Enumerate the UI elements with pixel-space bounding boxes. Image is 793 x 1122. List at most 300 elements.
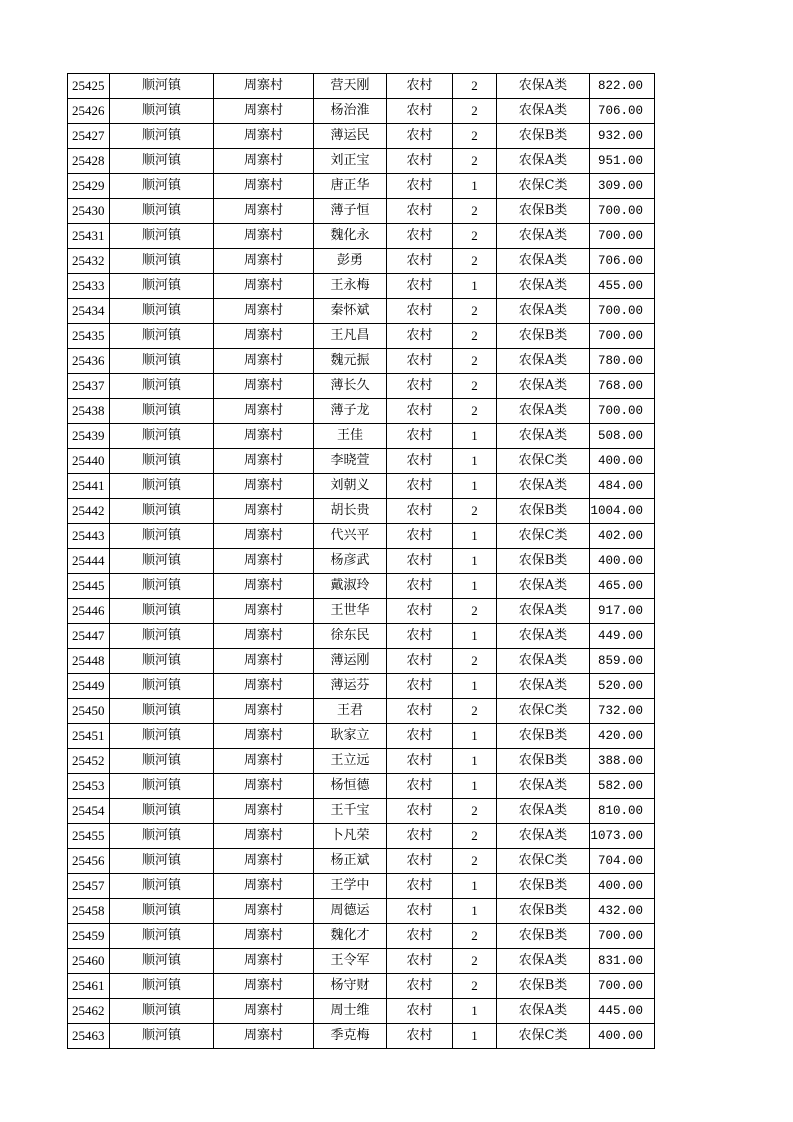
household-type-cell: 农村 [387,399,453,424]
category-cell: 农保B类 [497,899,590,924]
category-cell: 农保A类 [497,149,590,174]
category-cell: 农保B类 [497,749,590,774]
record-id-cell: 25442 [68,499,110,524]
village-cell: 周寨村 [214,849,314,874]
member-count-cell: 1 [453,624,497,649]
household-type-cell: 农村 [387,524,453,549]
record-id-cell: 25441 [68,474,110,499]
member-count-cell: 2 [453,299,497,324]
table-row [68,399,655,424]
category-cell: 农保C类 [497,524,590,549]
amount-cell: 700.00 [590,974,655,999]
town-cell: 顺河镇 [110,774,214,799]
household-type-cell: 农村 [387,249,453,274]
town-cell: 顺河镇 [110,874,214,899]
category-cell: 农保A类 [497,824,590,849]
village-cell: 周寨村 [214,674,314,699]
person-name-cell: 秦怀斌 [314,299,387,324]
member-count-cell: 2 [453,349,497,374]
town-cell: 顺河镇 [110,124,214,149]
table-row [68,299,655,324]
amount-cell: 455.00 [590,274,655,299]
category-cell: 农保A类 [497,399,590,424]
member-count-cell: 1 [453,474,497,499]
amount-cell: 508.00 [590,424,655,449]
village-cell: 周寨村 [214,649,314,674]
person-name-cell: 刘朝义 [314,474,387,499]
category-cell: 农保B类 [497,924,590,949]
member-count-cell: 2 [453,799,497,824]
record-id-cell: 25448 [68,649,110,674]
village-cell: 周寨村 [214,899,314,924]
household-type-cell: 农村 [387,649,453,674]
table-row [68,424,655,449]
member-count-cell: 2 [453,824,497,849]
member-count-cell: 1 [453,674,497,699]
record-id-cell: 25434 [68,299,110,324]
record-id-cell: 25433 [68,274,110,299]
town-cell: 顺河镇 [110,524,214,549]
household-type-cell: 农村 [387,574,453,599]
household-type-cell: 农村 [387,449,453,474]
table-row [68,149,655,174]
person-name-cell: 薄运刚 [314,649,387,674]
table-row [68,74,655,99]
category-cell: 农保A类 [497,74,590,99]
amount-cell: 1004.00 [590,499,655,524]
village-cell: 周寨村 [214,724,314,749]
record-id-cell: 25446 [68,599,110,624]
amount-cell: 484.00 [590,474,655,499]
amount-cell: 402.00 [590,524,655,549]
member-count-cell: 2 [453,699,497,724]
table-row [68,874,655,899]
household-type-cell: 农村 [387,299,453,324]
village-cell: 周寨村 [214,349,314,374]
town-cell: 顺河镇 [110,549,214,574]
category-cell: 农保A类 [497,474,590,499]
record-id-cell: 25445 [68,574,110,599]
village-cell: 周寨村 [214,224,314,249]
category-cell: 农保A类 [497,299,590,324]
category-cell: 农保A类 [497,599,590,624]
table-row [68,499,655,524]
person-name-cell: 周士维 [314,999,387,1024]
table-row [68,449,655,474]
record-id-cell: 25450 [68,699,110,724]
town-cell: 顺河镇 [110,324,214,349]
category-cell: 农保B类 [497,324,590,349]
person-name-cell: 杨治淮 [314,99,387,124]
town-cell: 顺河镇 [110,899,214,924]
member-count-cell: 2 [453,974,497,999]
village-cell: 周寨村 [214,174,314,199]
person-name-cell: 戴淑玲 [314,574,387,599]
table-row [68,949,655,974]
category-cell: 农保A类 [497,99,590,124]
table-row [68,824,655,849]
person-name-cell: 王佳 [314,424,387,449]
town-cell: 顺河镇 [110,474,214,499]
member-count-cell: 1 [453,449,497,474]
record-id-cell: 25453 [68,774,110,799]
village-cell: 周寨村 [214,424,314,449]
amount-cell: 432.00 [590,899,655,924]
amount-cell: 917.00 [590,599,655,624]
table-row [68,349,655,374]
person-name-cell: 耿家立 [314,724,387,749]
category-cell: 农保C类 [497,449,590,474]
category-cell: 农保B类 [497,874,590,899]
town-cell: 顺河镇 [110,349,214,374]
table-row [68,224,655,249]
amount-cell: 400.00 [590,449,655,474]
member-count-cell: 1 [453,174,497,199]
household-type-cell: 农村 [387,749,453,774]
household-type-cell: 农村 [387,374,453,399]
record-id-cell: 25426 [68,99,110,124]
member-count-cell: 1 [453,424,497,449]
member-count-cell: 1 [453,274,497,299]
village-cell: 周寨村 [214,149,314,174]
member-count-cell: 1 [453,724,497,749]
town-cell: 顺河镇 [110,74,214,99]
record-id-cell: 25425 [68,74,110,99]
record-id-cell: 25459 [68,924,110,949]
person-name-cell: 魏元振 [314,349,387,374]
household-type-cell: 农村 [387,224,453,249]
member-count-cell: 2 [453,849,497,874]
member-count-cell: 2 [453,74,497,99]
village-cell: 周寨村 [214,299,314,324]
person-name-cell: 杨正斌 [314,849,387,874]
table-row [68,199,655,224]
amount-cell: 700.00 [590,299,655,324]
person-name-cell: 王世华 [314,599,387,624]
household-type-cell: 农村 [387,149,453,174]
town-cell: 顺河镇 [110,999,214,1024]
person-name-cell: 周德运 [314,899,387,924]
amount-cell: 932.00 [590,124,655,149]
member-count-cell: 2 [453,649,497,674]
record-id-cell: 25460 [68,949,110,974]
amount-cell: 768.00 [590,374,655,399]
amount-cell: 400.00 [590,1024,655,1049]
village-cell: 周寨村 [214,499,314,524]
village-cell: 周寨村 [214,699,314,724]
table-row [68,249,655,274]
table-row [68,174,655,199]
town-cell: 顺河镇 [110,699,214,724]
household-type-cell: 农村 [387,99,453,124]
amount-cell: 700.00 [590,924,655,949]
table-row [68,799,655,824]
town-cell: 顺河镇 [110,749,214,774]
village-cell: 周寨村 [214,624,314,649]
town-cell: 顺河镇 [110,274,214,299]
household-type-cell: 农村 [387,1024,453,1049]
household-type-cell: 农村 [387,624,453,649]
village-cell: 周寨村 [214,549,314,574]
amount-cell: 309.00 [590,174,655,199]
village-cell: 周寨村 [214,799,314,824]
category-cell: 农保A类 [497,224,590,249]
table-row [68,574,655,599]
member-count-cell: 2 [453,399,497,424]
household-type-cell: 农村 [387,74,453,99]
table-row [68,849,655,874]
table-row [68,474,655,499]
person-name-cell: 薄长久 [314,374,387,399]
allowance-table [67,73,655,1049]
village-cell: 周寨村 [214,974,314,999]
household-type-cell: 农村 [387,424,453,449]
member-count-cell: 2 [453,149,497,174]
category-cell: 农保A类 [497,574,590,599]
town-cell: 顺河镇 [110,574,214,599]
household-type-cell: 农村 [387,924,453,949]
household-type-cell: 农村 [387,274,453,299]
village-cell: 周寨村 [214,924,314,949]
record-id-cell: 25463 [68,1024,110,1049]
town-cell: 顺河镇 [110,649,214,674]
person-name-cell: 刘正宝 [314,149,387,174]
table-row [68,924,655,949]
village-cell: 周寨村 [214,574,314,599]
household-type-cell: 农村 [387,999,453,1024]
record-id-cell: 25451 [68,724,110,749]
town-cell: 顺河镇 [110,249,214,274]
category-cell: 农保A类 [497,649,590,674]
household-type-cell: 农村 [387,549,453,574]
person-name-cell: 杨恒德 [314,774,387,799]
amount-cell: 780.00 [590,349,655,374]
category-cell: 农保C类 [497,699,590,724]
record-id-cell: 25440 [68,449,110,474]
category-cell: 农保C类 [497,849,590,874]
amount-cell: 445.00 [590,999,655,1024]
member-count-cell: 2 [453,224,497,249]
household-type-cell: 农村 [387,349,453,374]
person-name-cell: 魏化才 [314,924,387,949]
record-id-cell: 25429 [68,174,110,199]
town-cell: 顺河镇 [110,199,214,224]
record-id-cell: 25456 [68,849,110,874]
record-id-cell: 25430 [68,199,110,224]
table-row [68,599,655,624]
member-count-cell: 1 [453,899,497,924]
household-type-cell: 农村 [387,174,453,199]
table-body [68,74,655,1049]
person-name-cell: 王君 [314,699,387,724]
table-row [68,974,655,999]
town-cell: 顺河镇 [110,374,214,399]
household-type-cell: 农村 [387,199,453,224]
amount-cell: 1073.00 [590,824,655,849]
village-cell: 周寨村 [214,474,314,499]
town-cell: 顺河镇 [110,599,214,624]
person-name-cell: 王学中 [314,874,387,899]
category-cell: 农保A类 [497,424,590,449]
category-cell: 农保B类 [497,199,590,224]
household-type-cell: 农村 [387,949,453,974]
category-cell: 农保B类 [497,124,590,149]
record-id-cell: 25454 [68,799,110,824]
category-cell: 农保A类 [497,999,590,1024]
village-cell: 周寨村 [214,74,314,99]
town-cell: 顺河镇 [110,674,214,699]
record-id-cell: 25431 [68,224,110,249]
household-type-cell: 农村 [387,849,453,874]
village-cell: 周寨村 [214,599,314,624]
record-id-cell: 25458 [68,899,110,924]
household-type-cell: 农村 [387,599,453,624]
amount-cell: 831.00 [590,949,655,974]
village-cell: 周寨村 [214,374,314,399]
village-cell: 周寨村 [214,199,314,224]
record-id-cell: 25435 [68,324,110,349]
table-row [68,549,655,574]
town-cell: 顺河镇 [110,99,214,124]
village-cell: 周寨村 [214,449,314,474]
person-name-cell: 王立远 [314,749,387,774]
village-cell: 周寨村 [214,949,314,974]
table-row [68,749,655,774]
household-type-cell: 农村 [387,799,453,824]
town-cell: 顺河镇 [110,399,214,424]
table-row [68,1024,655,1049]
village-cell: 周寨村 [214,524,314,549]
member-count-cell: 2 [453,199,497,224]
person-name-cell: 李晓萱 [314,449,387,474]
household-type-cell: 农村 [387,324,453,349]
village-cell: 周寨村 [214,999,314,1024]
table-row [68,324,655,349]
member-count-cell: 2 [453,374,497,399]
member-count-cell: 2 [453,99,497,124]
person-name-cell: 薄子龙 [314,399,387,424]
amount-cell: 732.00 [590,699,655,724]
person-name-cell: 王永梅 [314,274,387,299]
person-name-cell: 营天刚 [314,74,387,99]
table-row [68,649,655,674]
record-id-cell: 25432 [68,249,110,274]
amount-cell: 700.00 [590,199,655,224]
town-cell: 顺河镇 [110,299,214,324]
amount-cell: 706.00 [590,99,655,124]
table-row [68,524,655,549]
record-id-cell: 25455 [68,824,110,849]
category-cell: 农保A类 [497,949,590,974]
village-cell: 周寨村 [214,749,314,774]
member-count-cell: 2 [453,249,497,274]
town-cell: 顺河镇 [110,624,214,649]
table-row [68,674,655,699]
member-count-cell: 2 [453,124,497,149]
member-count-cell: 1 [453,874,497,899]
town-cell: 顺河镇 [110,924,214,949]
amount-cell: 706.00 [590,249,655,274]
category-cell: 农保B类 [497,724,590,749]
record-id-cell: 25444 [68,549,110,574]
person-name-cell: 徐东民 [314,624,387,649]
table-row [68,699,655,724]
town-cell: 顺河镇 [110,1024,214,1049]
person-name-cell: 薄子恒 [314,199,387,224]
amount-cell: 700.00 [590,324,655,349]
amount-cell: 822.00 [590,74,655,99]
person-name-cell: 胡长贵 [314,499,387,524]
village-cell: 周寨村 [214,1024,314,1049]
person-name-cell: 杨守财 [314,974,387,999]
household-type-cell: 农村 [387,774,453,799]
person-name-cell: 王千宝 [314,799,387,824]
amount-cell: 465.00 [590,574,655,599]
town-cell: 顺河镇 [110,724,214,749]
household-type-cell: 农村 [387,474,453,499]
village-cell: 周寨村 [214,324,314,349]
household-type-cell: 农村 [387,874,453,899]
person-name-cell: 卜凡荣 [314,824,387,849]
person-name-cell: 唐正华 [314,174,387,199]
town-cell: 顺河镇 [110,424,214,449]
record-id-cell: 25427 [68,124,110,149]
record-id-cell: 25452 [68,749,110,774]
amount-cell: 700.00 [590,399,655,424]
category-cell: 农保A类 [497,624,590,649]
category-cell: 农保B类 [497,499,590,524]
town-cell: 顺河镇 [110,849,214,874]
record-id-cell: 25462 [68,999,110,1024]
town-cell: 顺河镇 [110,974,214,999]
town-cell: 顺河镇 [110,799,214,824]
amount-cell: 449.00 [590,624,655,649]
household-type-cell: 农村 [387,899,453,924]
category-cell: 农保A类 [497,799,590,824]
member-count-cell: 1 [453,749,497,774]
category-cell: 农保A类 [497,349,590,374]
category-cell: 农保A类 [497,249,590,274]
household-type-cell: 农村 [387,499,453,524]
household-type-cell: 农村 [387,724,453,749]
table-row [68,774,655,799]
amount-cell: 520.00 [590,674,655,699]
table-row [68,899,655,924]
person-name-cell: 薄运芬 [314,674,387,699]
member-count-cell: 1 [453,524,497,549]
member-count-cell: 1 [453,1024,497,1049]
category-cell: 农保C类 [497,1024,590,1049]
village-cell: 周寨村 [214,774,314,799]
member-count-cell: 1 [453,774,497,799]
household-type-cell: 农村 [387,124,453,149]
table-row [68,374,655,399]
town-cell: 顺河镇 [110,499,214,524]
amount-cell: 582.00 [590,774,655,799]
table-row [68,624,655,649]
amount-cell: 700.00 [590,224,655,249]
town-cell: 顺河镇 [110,824,214,849]
table-row [68,99,655,124]
town-cell: 顺河镇 [110,149,214,174]
table-row [68,999,655,1024]
record-id-cell: 25438 [68,399,110,424]
town-cell: 顺河镇 [110,949,214,974]
member-count-cell: 2 [453,949,497,974]
person-name-cell: 彭勇 [314,249,387,274]
town-cell: 顺河镇 [110,224,214,249]
member-count-cell: 2 [453,324,497,349]
